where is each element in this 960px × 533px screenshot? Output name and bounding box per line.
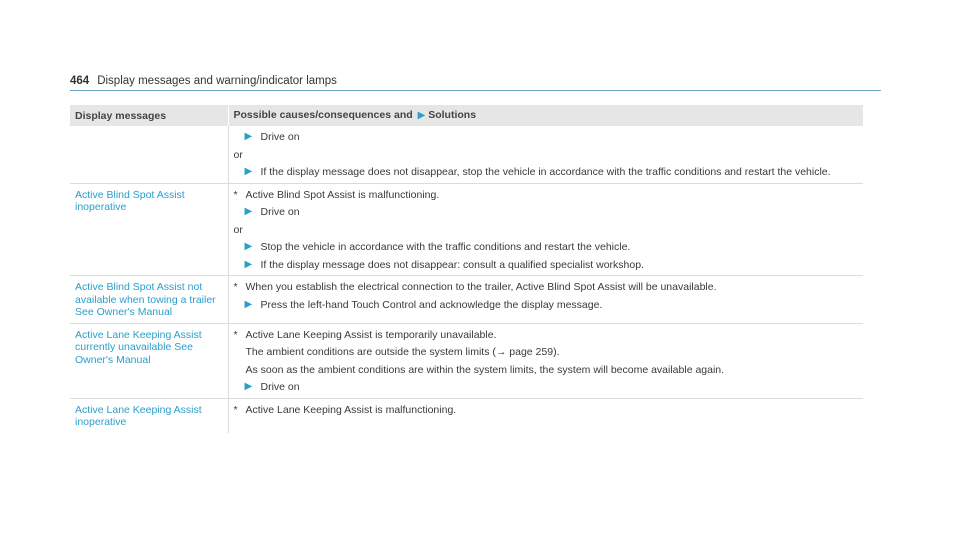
solution-step: [245, 131, 859, 144]
page-title: Display messages and warning/indicator lamps: [97, 75, 337, 87]
step-text: Drive on: [260, 131, 300, 143]
message-cell: [70, 126, 228, 183]
message-cell: [70, 276, 228, 324]
display-message: Active Lane Keeping Assist inoperative: [75, 403, 202, 428]
cause-text: Active Blind Spot Assist is malfunctioning.: [245, 188, 440, 201]
cause-line: [234, 189, 859, 202]
table-row: [70, 276, 863, 324]
display-message: Active Blind Spot Assist not available when towing a trailer See Owner's Manual: [75, 281, 216, 318]
arrow-right-icon: ▶: [244, 131, 253, 142]
step-text: Press the left-hand Touch Control and acknowledge the display message.: [260, 298, 603, 311]
cause-marker: *: [233, 403, 238, 416]
solution-cell: [228, 276, 863, 324]
step-text: Drive on: [260, 381, 300, 393]
solution-step: [245, 381, 859, 394]
solution-cell: [228, 183, 863, 276]
solution-cell: [228, 323, 863, 398]
or-separator: or: [233, 223, 243, 236]
cause-marker: *: [233, 281, 238, 293]
display-messages-table: [70, 105, 863, 433]
solution-step: [245, 241, 859, 254]
arrow-right-icon: ▶: [417, 110, 426, 121]
arrow-right-icon: ▶: [244, 258, 253, 270]
step-text: Stop the vehicle in accordance with the traffic conditions and restart the vehicle.: [260, 241, 631, 253]
step-text: If the display message does not disappear, stop the vehicle in accordance with the traffic conditions and restart the vehicle.: [260, 166, 831, 178]
display-message: Active Lane Keeping Assist currently unavailable See Owner's Manual: [75, 328, 202, 366]
cause-marker: *: [233, 188, 238, 201]
cause-text: Active Lane Keeping Assist is temporarily unavailable.: [245, 328, 497, 341]
step-text: Drive on: [260, 206, 300, 218]
info-text: The ambient conditions are outside the system limits (→ page 259).: [245, 346, 560, 358]
col-header-solutions-text: Solutions: [428, 109, 477, 121]
arrow-right-icon: ▶: [244, 241, 253, 252]
table-header-row: [70, 105, 863, 126]
solution-step: [245, 259, 859, 272]
table-row: [70, 398, 863, 433]
solution-cell: [228, 398, 863, 433]
col-header-solutions: [228, 105, 863, 126]
col-header-causes-text: Possible causes/consequences and: [233, 109, 413, 121]
info-text: As soon as the ambient conditions are within the system limits, the system will become available again.: [245, 363, 725, 376]
solution-step: [245, 299, 859, 312]
table-row: [70, 126, 863, 183]
solution-cell: [228, 126, 863, 183]
cause-line: [234, 281, 859, 294]
step-text: If the display message does not disappear: consult a qualified specialist workshop.: [260, 258, 644, 271]
col-header-display-messages: Display messages: [70, 105, 228, 126]
arrow-right-icon: ▶: [244, 381, 253, 392]
cause-text: When you establish the electrical connection to the trailer, Active Blind Spot Assist will be unavailable.: [245, 281, 717, 293]
table-row: [70, 323, 863, 398]
cause-line: [234, 329, 859, 342]
message-cell: [70, 323, 228, 398]
message-cell: [70, 398, 228, 433]
arrow-right-icon: ▶: [244, 298, 253, 310]
or-separator: or: [233, 148, 243, 161]
arrow-right-icon: ▶: [244, 166, 253, 177]
table-row: [70, 183, 863, 276]
display-message: Active Blind Spot Assist inoperative: [75, 188, 185, 213]
solution-step: [245, 206, 859, 219]
page-number: 464: [70, 75, 90, 87]
page-header: [70, 74, 881, 91]
arrow-right-icon: ▶: [244, 206, 253, 217]
solution-step: [245, 166, 859, 179]
cause-text: Active Lane Keeping Assist is malfunctioning.: [245, 403, 457, 416]
message-cell: [70, 183, 228, 276]
cause-line: [234, 404, 859, 417]
cause-marker: *: [233, 328, 238, 341]
